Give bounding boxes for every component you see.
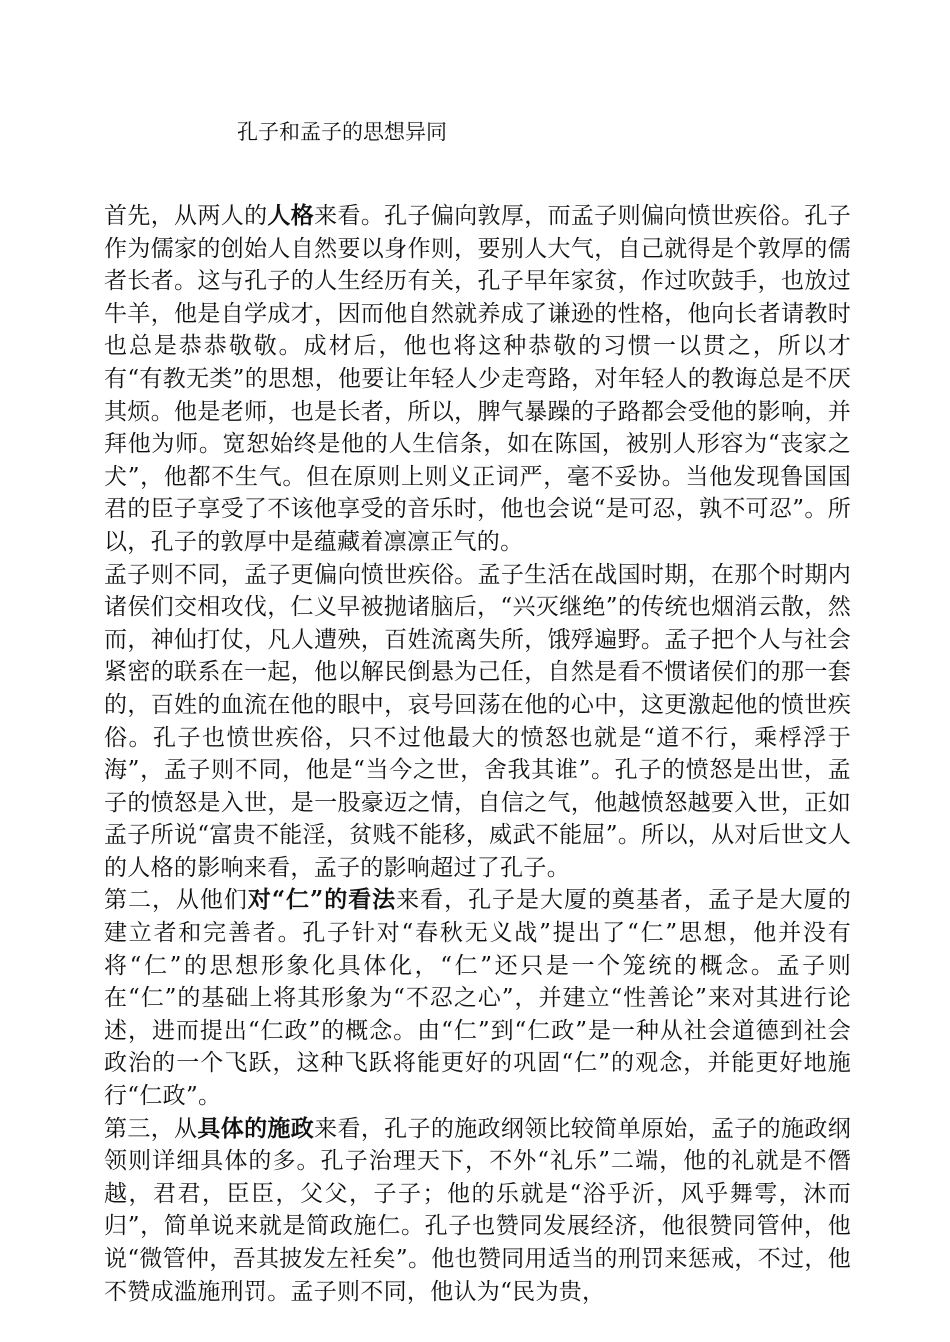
document-body xyxy=(104,200,851,1308)
paragraph-keyword: 具体的施政 xyxy=(197,1114,315,1142)
paragraph-keyword: 人格 xyxy=(267,202,315,229)
paragraph-text: 第三，从 xyxy=(104,1115,198,1142)
paragraph-governance xyxy=(104,1113,851,1309)
paragraph-keyword: 对“仁”的看法 xyxy=(247,886,397,914)
paragraph-text: 来看。孔子偏向敦厚，而孟子则偏向愤世疾俗。孔子作为儒家的创始人自然要以身作则，要别人大气，自己就得是个敦厚的儒者长者。这与孔子的人生经历有关，孔子早年家贫，作过吹鼓手，也放过牛羊，他是自学成才，因而他自然就养成了谦逊的性格，他向长者请教时也总是恭恭敬敬。成材后，他也将这种恭敬的习惯一以贯之，所以才有“有教无类”的思想，他要让年轻人少走弯路，对年轻人的教诲总是不厌其烦。他是老师，也是长者，所以，脾气暴躁的子路都会受他的影响，并拜他为师。宽恕始终是他的人生信条，如在陈国，被别人形容为“丧家之犬”，他都不生气。但在原则上则义正词严，毫不妥协。当他发现鲁国国君的臣子享受了不该他享受的音乐时，他也会说“是可忍，孰不可忍”。所以，孔子的敦厚中是蕴藏着凛凛正气的。 xyxy=(104,203,852,555)
paragraph-text: 来看，孔子的施政纲领比较简单原始，孟子的施政纲领则详细具体的多。孔子治理天下，不外“礼乐”二端，他的礼就是不僭越，君君，臣臣，父父，子子；他的乐就是“浴乎沂，风乎舞雩，沐而归”，简单说来就是简政施仁。孔子也赞同发展经济，他很赞同管仲，他说“微管仲，吾其披发左衽矣”。他也赞同用适当的刑罚来惩戒，不过，他不赞成滥施刑罚。孟子则不同，他认为“民为贵， xyxy=(104,1115,852,1305)
paragraph-mencius xyxy=(104,559,851,885)
paragraph-text: 孟子则不同，孟子更偏向愤世疾俗。孟子生活在战国时期，在那个时期内诸侯们交相攻伐，仁义早被抛诸脑后，“兴灭继绝”的传统也烟消云散，然而，神仙打仗，凡人遭殃，百姓流离失所，饿殍遍野。孟子把个人与社会紧密的联系在一起，他以解民倒悬为己任，自然是看不惯诸侯们的那一套的，百姓的血流在他的眼中，哀号回荡在他的心中，这更激起他的愤世疾俗。孔子也愤世疾俗，只不过他最大的愤怒也就是“道不行，乘桴浮于海”，孟子则不同，他是“当今之世，舍我其谁”。孔子的愤怒是出世，孟子的愤怒是入世，是一股豪迈之情，自信之气，他越愤怒越要入世，正如孟子所说“富贵不能淫，贫贱不能移，威武不能屈”。所以，从对后世文人的人格的影响来看，孟子的影响超过了孔子。 xyxy=(104,561,851,881)
paragraph-personality xyxy=(104,200,851,559)
paragraph-text: 来看，孔子是大厦的奠基者，孟子是大厦的建立者和完善者。孔子针对“春秋无义战”提出了“仁”思想，他并没有将“仁”的思想形象化具体化，“仁”还只是一个笼统的概念。孟子则在“仁”的基础上将其形象为“不忍之心”，并建立“性善论”来对其进行论述，进而提出“仁政”的概念。由“仁”到“仁政”是一种从社会道德到社会政治的一个飞跃，这种飞跃将能更好的巩固“仁”的观念，并能更好地施行“仁政”。 xyxy=(104,887,852,1110)
document-title: 孔子和孟子的思想异同 xyxy=(237,120,447,144)
paragraph-text: 第二，从他们 xyxy=(104,887,248,914)
paragraph-text: 首先，从两人的 xyxy=(104,203,268,229)
paragraph-ren xyxy=(104,884,851,1112)
